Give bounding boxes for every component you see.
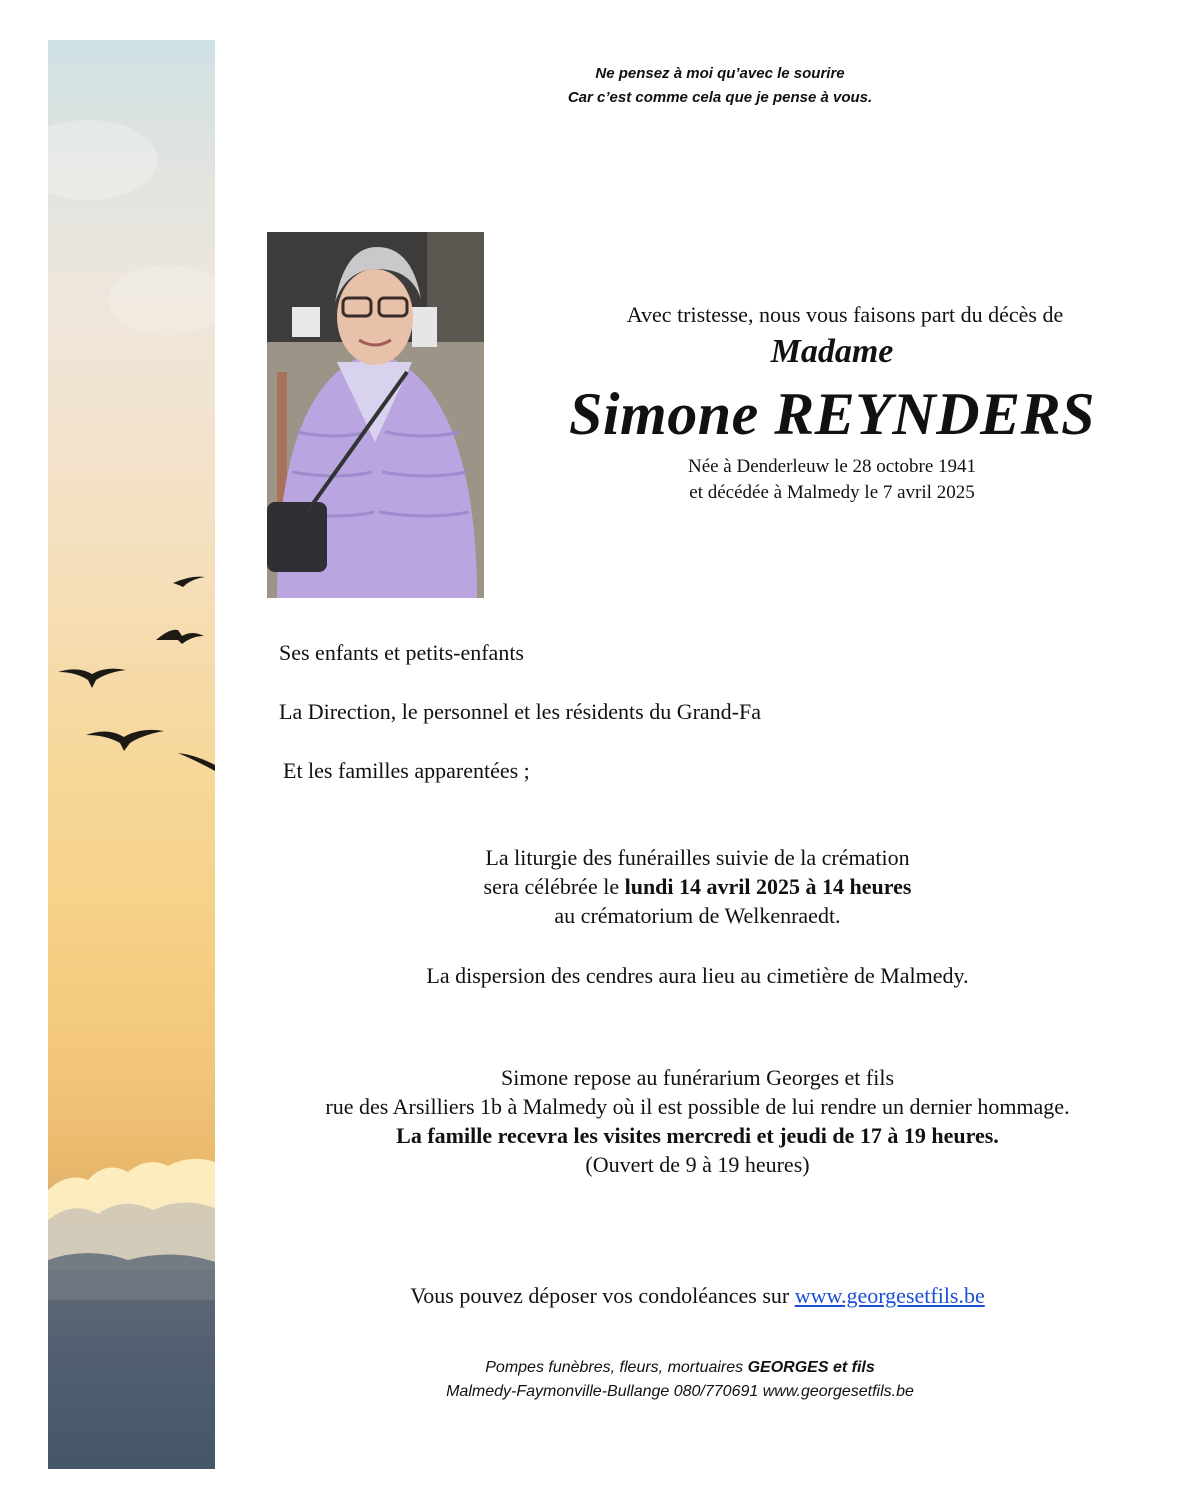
birth-line: Née à Denderleuw le 28 octobre 1941 xyxy=(687,456,977,477)
condolences-link[interactable]: www.georgesetfils.be xyxy=(794,1283,985,1308)
ashes-dispersion: La dispersion des cendres aura lieu au cimetière de Malmedy. xyxy=(426,963,969,988)
portrait-photo xyxy=(267,232,484,598)
mourner-line-1: Ses enfants et petits-enfants xyxy=(279,640,524,665)
deceased-name: Simone REYNDERS xyxy=(569,381,1095,447)
death-line: et décédée à Malmedy le 7 avril 2025 xyxy=(689,482,975,503)
bird-icon xyxy=(58,669,126,688)
bird-icon xyxy=(86,730,164,751)
footer-services: Pompes funèbres, fleurs, mortuaires xyxy=(485,1359,748,1376)
announcement-intro: Avec tristesse, nous vous faisons part du décès de xyxy=(626,302,1064,327)
visits-block xyxy=(220,1063,1175,1179)
visits-line-3: La famille recevra les visites mercredi et jeudi de 17 à 19 heures. xyxy=(396,1123,999,1148)
bird-icon xyxy=(156,630,204,644)
mourner-line-3: Et les familles apparentées ; xyxy=(283,758,530,783)
footer-company: GEORGES et fils xyxy=(747,1359,875,1376)
condolences-line xyxy=(220,1281,1175,1310)
quote-line-2: Car c’est comme cela que je pense à vous. xyxy=(567,89,873,106)
deceased-title: Madame xyxy=(770,333,894,370)
bird-icon xyxy=(173,577,205,587)
footer-contact: Malmedy-Faymonville-Bullange 080/770691 www.georgesetfils.be xyxy=(446,1383,914,1400)
ceremony-line-2 xyxy=(220,872,1175,901)
ceremony-block xyxy=(220,843,1175,930)
bird-icon xyxy=(178,753,215,771)
birds-and-clouds-illustration xyxy=(48,40,215,1469)
visits-line-4: (Ouvert de 9 à 19 heures) xyxy=(585,1152,810,1177)
mourner-line-2: La Direction, le personnel et les résidents du Grand-Fa xyxy=(279,699,762,724)
condolences-text: Vous pouvez déposer vos condoléances sur xyxy=(410,1283,795,1308)
footer-line-1 xyxy=(380,1356,980,1380)
ceremony-line-1: La liturgie des funérailles suivie de la crémation xyxy=(485,845,910,870)
sky-sidebar-image xyxy=(48,40,215,1469)
ceremony-date-prefix: sera célébrée le xyxy=(483,874,625,899)
birth-death-dates xyxy=(532,454,1132,506)
visits-line-2: rue des Arsilliers 1b à Malmedy où il est possible de lui rendre un dernier hommage. xyxy=(325,1094,1070,1119)
ceremony-date: lundi 14 avril 2025 à 14 heures xyxy=(624,874,912,899)
ceremony-line-3: au crématorium de Welkenraedt. xyxy=(554,903,841,928)
quote-line-1: Ne pensez à moi qu’avec le sourire xyxy=(595,65,845,82)
visits-line-1: Simone repose au funérarium Georges et fils xyxy=(500,1065,895,1090)
